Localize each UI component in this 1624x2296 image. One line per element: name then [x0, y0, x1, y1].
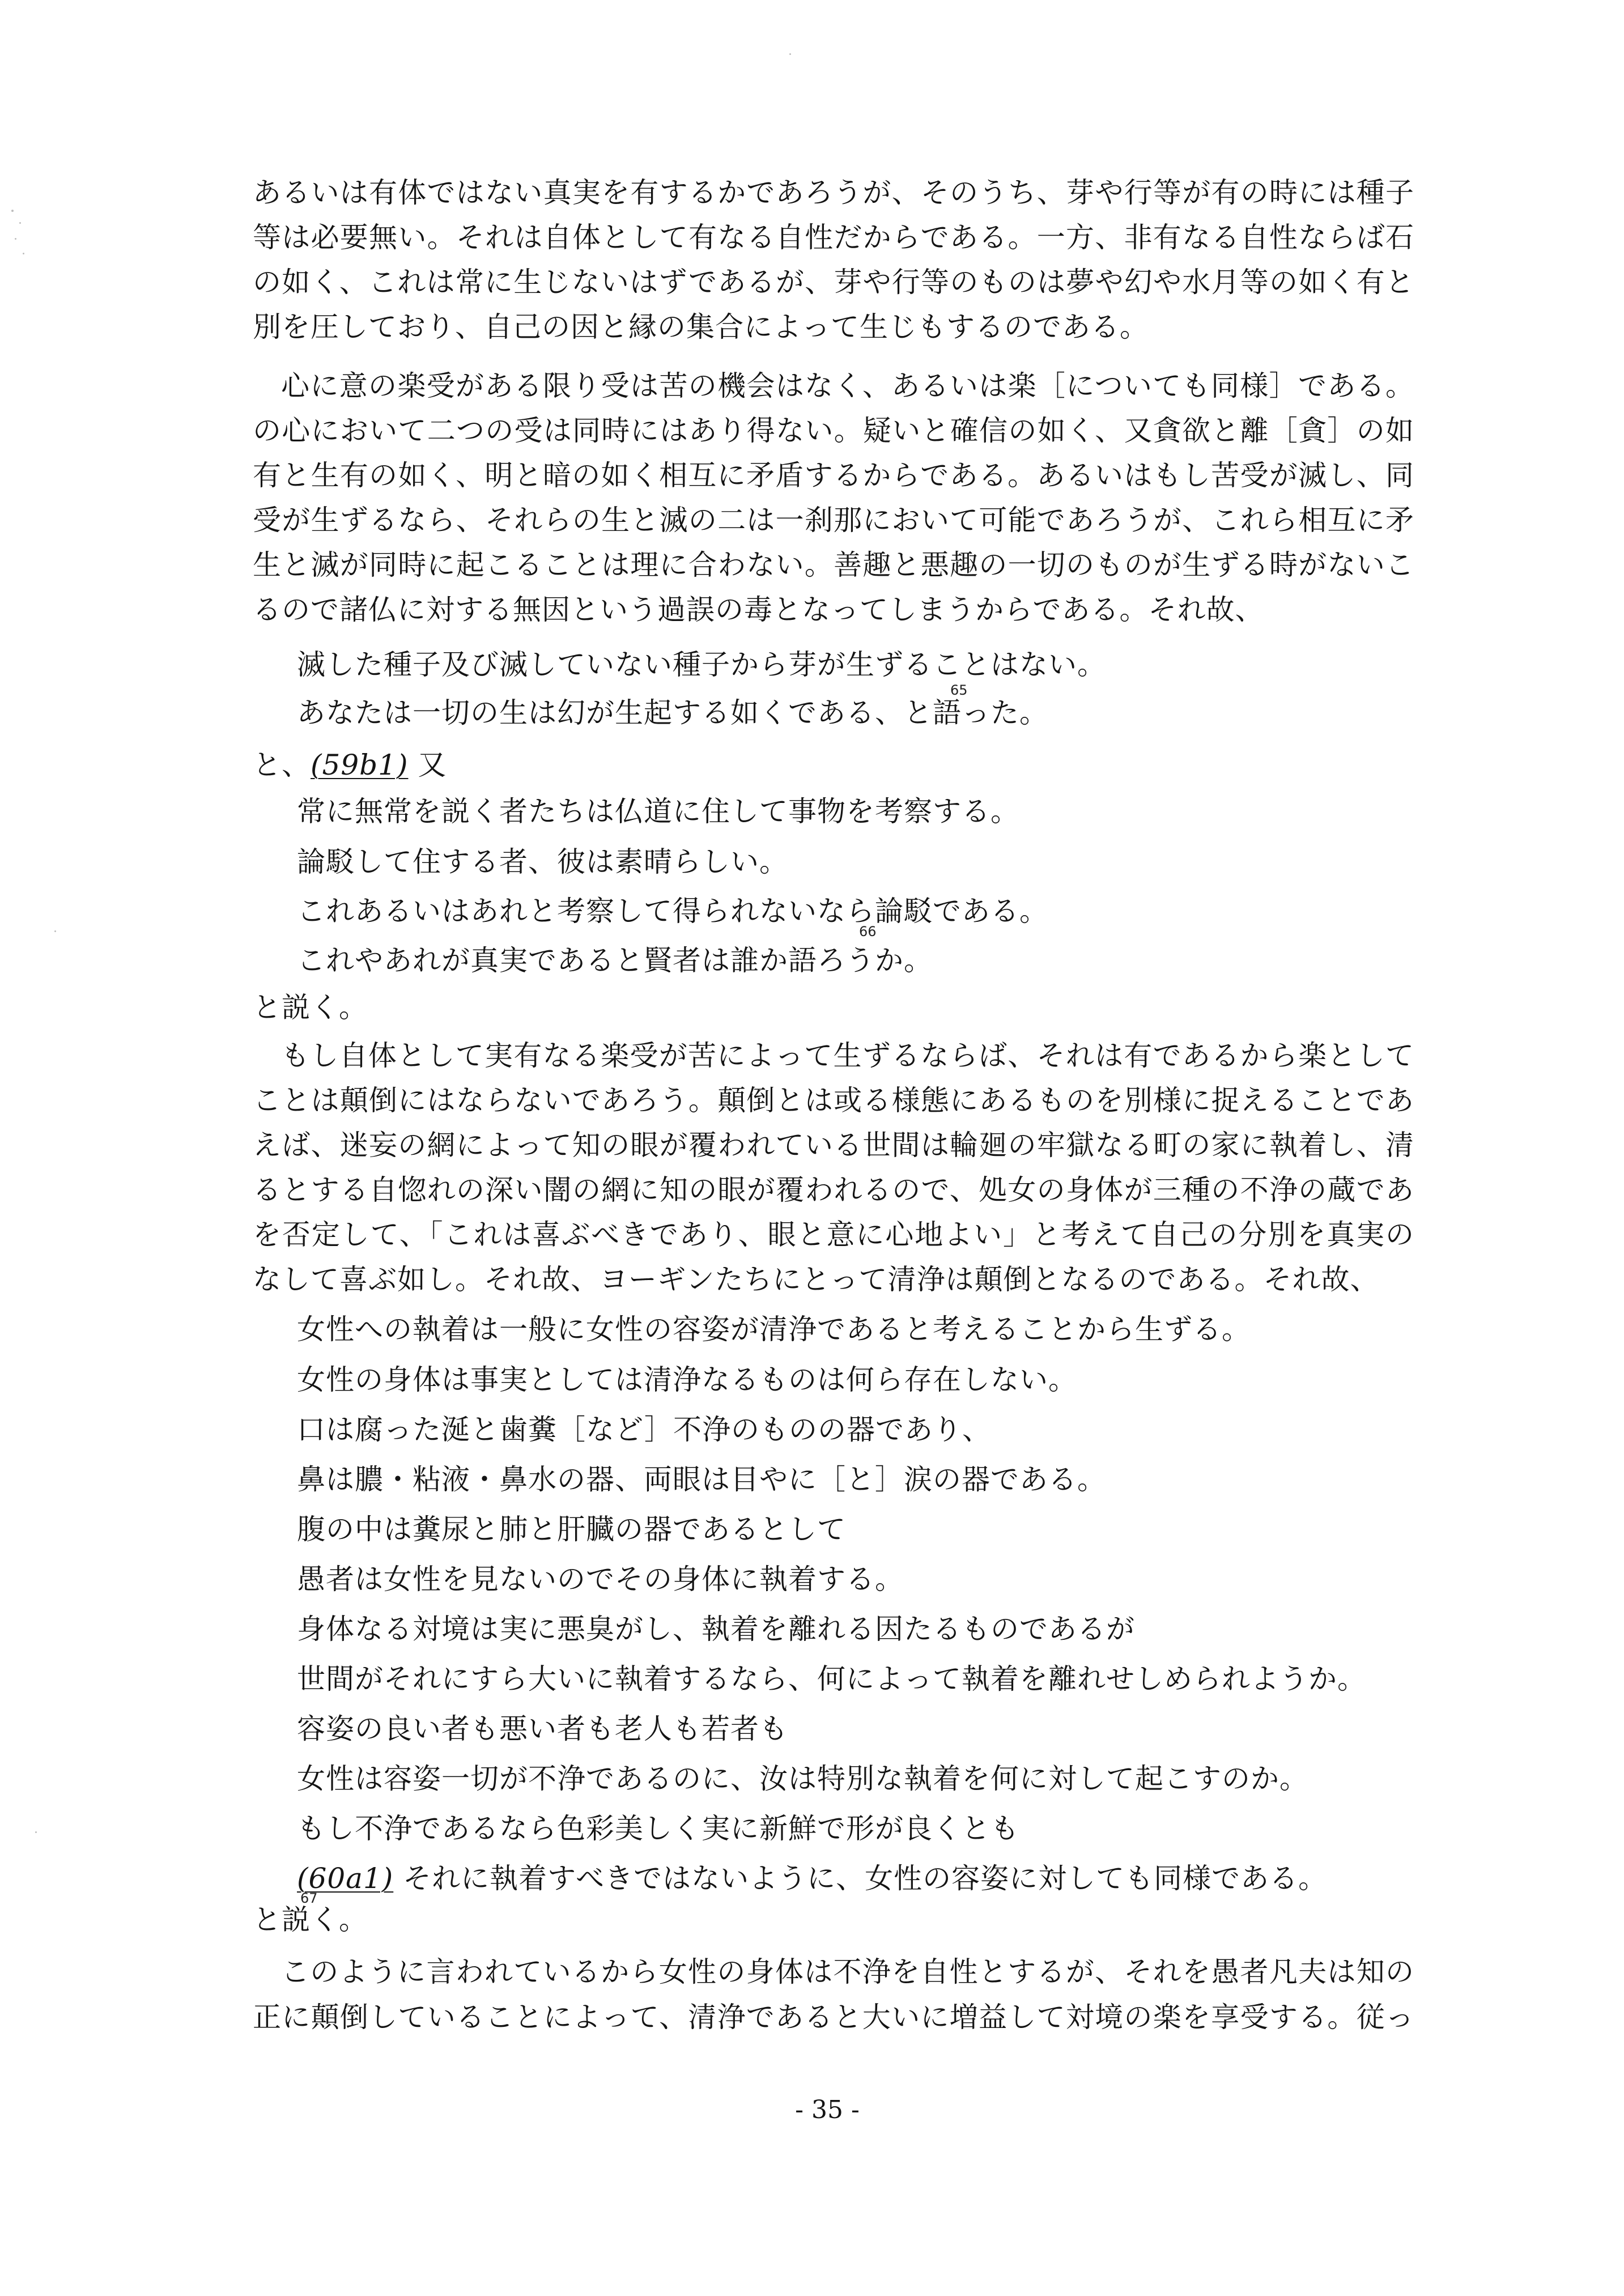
verse-line: もし不浄であるなら色彩美しく実に新鮮で形が良くとも	[297, 1812, 1019, 1845]
scan-speck	[54, 930, 56, 932]
text-line: るとする自惚れの深い闇の網に知の眼が覆われるので、処女の身体が三種の不浄の蔵であ	[253, 1173, 1414, 1206]
text-line: 有と生有の如く、明と暗の如く相互に矛盾するからである。あるいはもし苦受が滅し、同	[253, 459, 1414, 492]
footnote-marker-67: 67	[300, 1890, 318, 1906]
text-line: 受が生ずるなら、それらの生と滅の二は一刹那において可能であろうが、これら相互に矛	[253, 504, 1414, 537]
scan-speck	[19, 222, 21, 224]
scan-speck	[35, 1831, 37, 1833]
text-line: 等は必要無い。それは自体として有なる自性だからである。一方、非有なる自性ならば石	[253, 221, 1414, 254]
text-line: ことは顛倒にはならないであろう。顛倒とは或る様態にあるものを別様に捉えることであ	[253, 1084, 1414, 1117]
verse-line: 腹の中は糞尿と肺と肝臓の器であるとして	[297, 1513, 846, 1546]
closing-line: と説く。	[253, 991, 368, 1024]
text-line: の心において二つの受は同時にはあり得ない。疑いと確信の如く、又貪欲と離［貪］の如	[253, 414, 1414, 447]
verse-line: 論駁して住する者、彼は素晴らしい。	[297, 845, 788, 878]
transition-suffix: 又	[408, 749, 447, 781]
verse-line: 女性の身体は事実としては清浄なるものは何ら存在しない。	[297, 1363, 1077, 1396]
closing-line: と説く。	[253, 1903, 368, 1936]
verse-line: 愚者は女性を見ないのでその身体に執着する。	[297, 1563, 904, 1596]
verse-line: 容姿の良い者も悪い者も老人も若者も	[297, 1712, 788, 1745]
verse-line: あなたは一切の生は幻が生起する如くである、と語った。	[297, 696, 1048, 729]
text-line: もし自体として実有なる楽受が苦によって生ずるならば、それは有であるから楽として	[281, 1039, 1414, 1072]
verse-line: 女性は容姿一切が不浄であるのに、汝は特別な執着を何に対して起こすのか。	[297, 1762, 1308, 1795]
verse-line: 女性への執着は一般に女性の容姿が清浄であると考えることから生ずる。	[297, 1313, 1251, 1346]
verse-line: 世間がそれにすら大いに執着するなら、何によって執着を離れせしめられようか。	[297, 1663, 1366, 1695]
folio-marker: (60a1)	[297, 1862, 394, 1895]
scan-speck	[789, 53, 791, 55]
text-line: あるいは有体ではない真実を有するかであろうが、そのうち、芽や行等が有の時には種子	[253, 176, 1414, 209]
text-line: えば、迷妄の網によって知の眼が覆われている世間は輪廻の牢獄なる町の家に執着し、清	[253, 1129, 1414, 1162]
scan-speck	[23, 253, 24, 254]
verse-text: それに執着すべきではないように、女性の容姿に対しても同様である。	[393, 1862, 1328, 1895]
text-line: 心に意の楽受がある限り受は苦の機会はなく、あるいは楽［についても同様］である。	[281, 369, 1414, 402]
text-line: るので諸仏に対する無因という過誤の毒となってしまうからである。それ故、	[253, 593, 1264, 626]
text-line: 生と滅が同時に起こることは理に合わない。善趣と悪趣の一切のものが生ずる時がないこ	[253, 549, 1414, 581]
footnote-marker-66: 66	[859, 924, 877, 939]
page-number: - 35 -	[795, 2095, 860, 2124]
text-line: 正に顛倒していることによって、清浄であると大いに増益して対境の楽を享受する。従っ	[253, 2001, 1414, 2034]
scan-speck	[15, 238, 16, 240]
folio-marker: (59b1)	[311, 749, 409, 781]
verse-line	[297, 1861, 1327, 1895]
footnote-marker-65: 65	[950, 682, 968, 698]
scan-speck	[11, 210, 14, 212]
verse-line: 口は腐った涎と歯糞［など］不浄のものの器であり、	[297, 1413, 991, 1446]
verse-line: 身体なる対境は実に悪臭がし、執着を離れる因たるものであるが	[297, 1613, 1135, 1646]
transition-line	[253, 748, 447, 782]
text-line: 別を圧しており、自己の因と縁の集合によって生じもするのである。	[253, 311, 1149, 343]
verse-line: これあるいはあれと考察して得られないなら論駁である。	[297, 895, 1048, 928]
verse-line: 滅した種子及び滅していない種子から芽が生ずることはない。	[297, 648, 1106, 681]
verse-line: 常に無常を説く者たちは仏道に住して事物を考察する。	[297, 795, 1019, 828]
text-line: の如く、これは常に生じないはずであるが、芽や行等のものは夢や幻や水月等の如く有と	[253, 266, 1414, 299]
text-line: このように言われているから女性の身体は不浄を自性とするが、それを愚者凡夫は知の	[281, 1955, 1414, 1988]
text-line: なして喜ぶ如し。それ故、ヨーギンたちにとって清浄は顛倒となるのである。それ故、	[253, 1263, 1379, 1296]
verse-line: これやあれが真実であると賢者は誰か語ろうか。	[297, 944, 933, 977]
text-line: を否定して、「これは喜ぶべきであり、眼と意に心地よい」と考えて自己の分別を真実の	[253, 1218, 1414, 1251]
verse-line: 鼻は膿・粘液・鼻水の器、両眼は目やに［と］涙の器である。	[297, 1463, 1106, 1496]
transition-prefix: と、	[253, 749, 311, 781]
